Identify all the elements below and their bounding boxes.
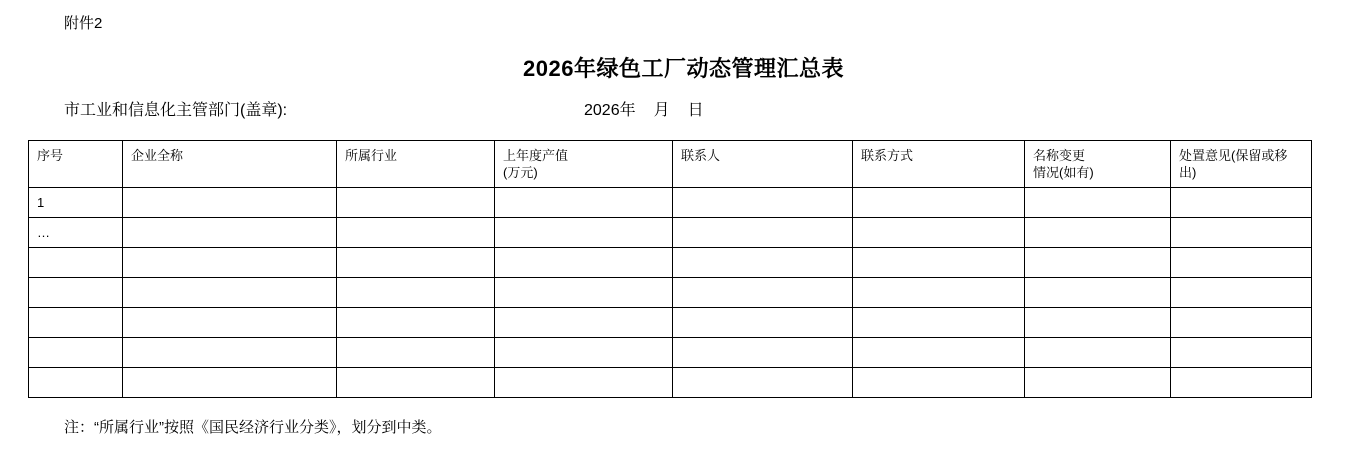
department-seal-line: 市工业和信息化主管部门(盖章): <box>64 102 288 119</box>
table-body <box>29 188 1312 398</box>
date-line <box>584 100 704 122</box>
cell-contact-method[interactable] <box>853 218 1025 248</box>
cell-序号[interactable]: … <box>29 218 123 248</box>
header-line-1: 上年度产值 <box>503 148 569 163</box>
cell-industry[interactable] <box>337 248 495 278</box>
cell-序号[interactable] <box>29 338 123 368</box>
table-row <box>29 308 1312 338</box>
summary-table <box>28 140 1312 398</box>
cell-序号[interactable] <box>29 308 123 338</box>
table-row <box>29 278 1312 308</box>
cell-industry[interactable] <box>337 218 495 248</box>
cell-last-year-output[interactable] <box>495 248 673 278</box>
attachment-label: 附件2 <box>64 15 103 32</box>
cell-name-change[interactable] <box>1025 218 1171 248</box>
cell-contact-person[interactable] <box>673 188 853 218</box>
cell-contact-method[interactable] <box>853 248 1025 278</box>
cell-contact-person[interactable] <box>673 248 853 278</box>
cell-name-change[interactable] <box>1025 248 1171 278</box>
cell-enterprise-name[interactable] <box>123 338 337 368</box>
header-line-1: 企业全称 <box>131 148 184 163</box>
cell-name-change[interactable] <box>1025 338 1171 368</box>
cell-enterprise-name[interactable] <box>123 218 337 248</box>
cell-name-change[interactable] <box>1025 188 1171 218</box>
header-line-2: 情况(如有) <box>1033 165 1094 180</box>
footnote: 注：“所属行业”按照《国民经济行业分类》，划分到中类。 <box>64 419 442 436</box>
cell-contact-method[interactable] <box>853 368 1025 398</box>
table-header-cell-last-year-output <box>495 141 673 188</box>
cell-name-change[interactable] <box>1025 278 1171 308</box>
table-header-cell-enterprise-name <box>123 141 337 188</box>
header-line-1: 联系方式 <box>861 148 914 163</box>
cell-industry[interactable] <box>337 188 495 218</box>
cell-last-year-output[interactable] <box>495 188 673 218</box>
cell-contact-person[interactable] <box>673 308 853 338</box>
table-row <box>29 188 1312 218</box>
cell-enterprise-name[interactable] <box>123 278 337 308</box>
header-line-1: 名称变更 <box>1033 148 1086 163</box>
cell-enterprise-name[interactable] <box>123 308 337 338</box>
cell-contact-method[interactable] <box>853 338 1025 368</box>
table-header-cell-序号 <box>29 141 123 188</box>
cell-last-year-output[interactable] <box>495 278 673 308</box>
date-month: 月 <box>653 102 670 119</box>
table-row <box>29 248 1312 278</box>
cell-contact-person[interactable] <box>673 278 853 308</box>
cell-enterprise-name[interactable] <box>123 188 337 218</box>
cell-序号[interactable] <box>29 368 123 398</box>
table-header-row <box>29 141 1312 188</box>
cell-disposal-opinion[interactable] <box>1171 248 1312 278</box>
table-row <box>29 368 1312 398</box>
cell-contact-method[interactable] <box>853 188 1025 218</box>
cell-enterprise-name[interactable] <box>123 248 337 278</box>
cell-contact-method[interactable] <box>853 308 1025 338</box>
cell-disposal-opinion[interactable] <box>1171 218 1312 248</box>
cell-contact-person[interactable] <box>673 218 853 248</box>
header-line-1: 处置意见(保留或移出) <box>1179 148 1288 180</box>
cell-disposal-opinion[interactable] <box>1171 338 1312 368</box>
date-day: 日 <box>687 102 704 119</box>
cell-industry[interactable] <box>337 338 495 368</box>
header-line-1: 序号 <box>37 148 64 163</box>
cell-enterprise-name[interactable] <box>123 368 337 398</box>
cell-contact-method[interactable] <box>853 278 1025 308</box>
table-row <box>29 218 1312 248</box>
cell-contact-person[interactable] <box>673 338 853 368</box>
table-header <box>29 141 1312 188</box>
table-header-cell-contact-person <box>673 141 853 188</box>
table-header-cell-disposal-opinion <box>1171 141 1312 188</box>
page-title: 2026年绿色工厂动态管理汇总表 <box>523 56 844 81</box>
cell-序号[interactable]: 1 <box>29 188 123 218</box>
table-header-cell-name-change <box>1025 141 1171 188</box>
cell-disposal-opinion[interactable] <box>1171 188 1312 218</box>
cell-industry[interactable] <box>337 308 495 338</box>
cell-contact-person[interactable] <box>673 368 853 398</box>
table-row <box>29 338 1312 368</box>
table-header-cell-contact-method <box>853 141 1025 188</box>
cell-last-year-output[interactable] <box>495 368 673 398</box>
cell-disposal-opinion[interactable] <box>1171 308 1312 338</box>
cell-disposal-opinion[interactable] <box>1171 278 1312 308</box>
cell-disposal-opinion[interactable] <box>1171 368 1312 398</box>
cell-last-year-output[interactable] <box>495 308 673 338</box>
cell-name-change[interactable] <box>1025 308 1171 338</box>
cell-序号[interactable] <box>29 278 123 308</box>
cell-序号[interactable] <box>29 248 123 278</box>
header-line-1: 联系人 <box>681 148 721 163</box>
cell-last-year-output[interactable] <box>495 218 673 248</box>
cell-name-change[interactable] <box>1025 368 1171 398</box>
cell-industry[interactable] <box>337 368 495 398</box>
cell-industry[interactable] <box>337 278 495 308</box>
cell-last-year-output[interactable] <box>495 338 673 368</box>
table-header-cell-industry <box>337 141 495 188</box>
date-year: 2026年 <box>584 102 636 119</box>
header-line-1: 所属行业 <box>345 148 398 163</box>
header-line-2: (万元) <box>503 165 538 180</box>
